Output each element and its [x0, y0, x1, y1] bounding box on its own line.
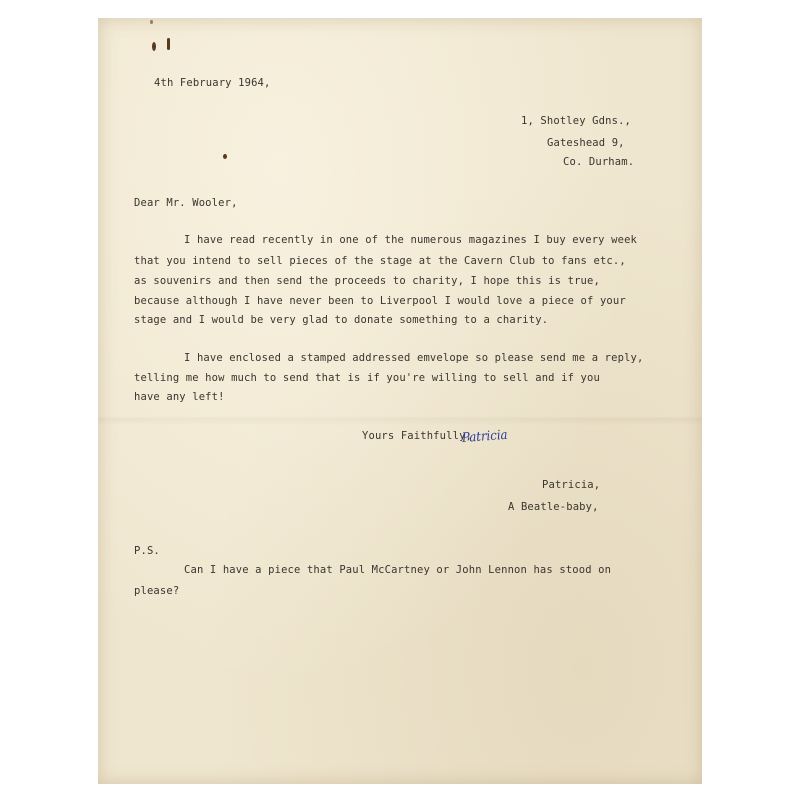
ps-label: P.S. [134, 545, 160, 557]
handwritten-signature: Patricia [461, 427, 509, 446]
closing: Yours Faithfully, [362, 430, 473, 442]
signoff-title: A Beatle-baby, [508, 501, 599, 513]
letter-page [98, 18, 702, 784]
ink-stain [150, 20, 153, 24]
address-line-2: Gateshead 9, [547, 137, 625, 149]
signoff-name: Patricia, [542, 479, 601, 491]
paragraph-1-line: as souvenirs and then send the proceeds to charity, I hope this is true, [134, 275, 600, 287]
ink-stain [152, 42, 156, 51]
paragraph-2-line: telling me how much to send that is if you're willing to sell and if you [134, 372, 600, 384]
ink-stain [167, 38, 170, 50]
ps-line: Can I have a piece that Paul McCartney or John Lennon has stood on [184, 564, 612, 576]
letter-date: 4th February 1964, [154, 77, 271, 89]
paragraph-1-line: because although I have never been to Liverpool I would love a piece of your [134, 295, 626, 307]
paragraph-1-line: stage and I would be very glad to donate something to a charity. [134, 314, 549, 326]
ps-line: please? [134, 585, 180, 597]
paragraph-2-line: have any left! [134, 391, 225, 403]
paragraph-2-line: I have enclosed a stamped addressed emvelope so please send me a reply, [184, 352, 644, 364]
paragraph-1-line: that you intend to sell pieces of the stage at the Cavern Club to fans etc., [134, 255, 626, 267]
address-line-1: 1, Shotley Gdns., [521, 115, 632, 127]
salutation: Dear Mr. Wooler, [134, 197, 238, 209]
ink-stain [223, 154, 227, 159]
address-line-3: Co. Durham. [563, 156, 635, 168]
paragraph-1-line: I have read recently in one of the numerous magazines I buy every week [184, 234, 638, 246]
